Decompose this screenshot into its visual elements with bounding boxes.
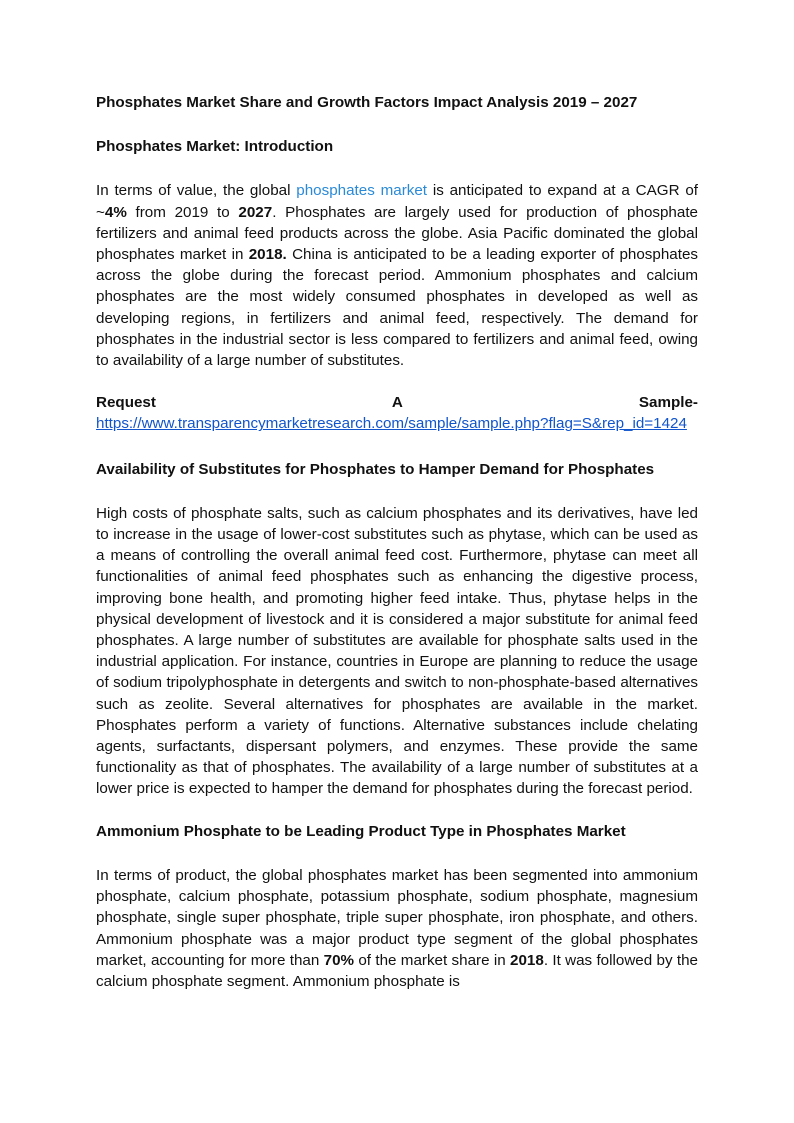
sample-word: Sample- — [638, 394, 698, 412]
substitutes-heading: Availability of Substitutes for Phosphates to Hamper Demand for Phosphates — [96, 460, 655, 478]
market-share-value: 70% — [323, 951, 355, 969]
a-word: A — [391, 394, 403, 412]
ammonium-text-c: . It was followed by the calcium phosphate segment. Ammonium phosphate is — [96, 951, 698, 990]
intro-heading: Phosphates Market: Introduction — [96, 138, 334, 156]
forecast-end-year: 2027 — [238, 203, 273, 221]
ammonium-text-b: of the market share in — [354, 951, 511, 969]
sample-request-url[interactable]: https://www.transparencymarketresearch.com/sample/sample.php?flag=S&rep_id=1424 — [96, 415, 687, 433]
request-sample-block — [96, 392, 698, 434]
share-year: 2018 — [510, 951, 544, 969]
request-word: Request — [96, 394, 156, 412]
intro-text-a: In terms of value, the global — [96, 182, 297, 200]
phosphates-market-link[interactable]: phosphates market — [296, 182, 428, 200]
ammonium-heading: Ammonium Phosphate to be Leading Product Type in Phosphates Market — [96, 822, 626, 840]
intro-text-b: is anticipated to expand at a CAGR of ~ — [96, 182, 699, 221]
intro-text-d: . Phosphates are largely used for production of phosphate fertilizers and animal feed products across the globe. Asia Pacific dominated the global phosphates market in — [96, 203, 698, 264]
intro-text-e: China is anticipated to be a leading exporter of phosphates across the globe during the forecast period. Ammonium phosphates and calcium phosphates are the most widely consumed phosphates in developed as well as developing regions, in fertilizers and animal feed, respectively. The demand for phosphates in the industrial sector is less compared to fertilizers and animal feed, owing to availability of a large number of substitutes. — [96, 246, 698, 370]
intro-text-c: from 2019 to — [126, 203, 239, 221]
substitutes-paragraph: High costs of phosphate salts, such as calcium phosphates and its derivatives, have led to increase in the usage of lower-cost substitutes such as phytase, which can be used as a means of controlling the overall animal feed cost. Furthermore, phytase can meet all functionalities of animal feed phosphates such as enhancing the digestive process, improving bone health, and promoting higher feed intake. Thus, phytase helps in the physical development of livestock and it is considered a major substitute for animal feed phosphates. A large number of substitutes are available for phosphate salts used in the industrial application. For instance, countries in Europe are planning to reduce the usage of sodium tripolyphosphate in detergents and switch to non-phosphate-based alternatives such as zeolite. Several alternatives for phosphates are available in the market. Phosphates perform a variety of functions. Alternative substances include chelating agents, surfactants, dispersant polymers, and enzymes. These provide the same functionality as that of phosphates. The availability of a large number of substitutes at a lower price is expected to hamper the demand for phosphates during the forecast period. — [96, 504, 698, 798]
document-title: Phosphates Market Share and Growth Factors Impact Analysis 2019 – 2027 — [96, 94, 638, 111]
ammonium-paragraph — [96, 865, 698, 992]
cagr-value: 4% — [104, 203, 127, 221]
intro-paragraph — [96, 180, 698, 371]
base-year: 2018. — [248, 246, 287, 264]
request-sample-label — [96, 392, 698, 413]
ammonium-text-a: In terms of product, the global phosphates market has been segmented into ammonium phosphate, calcium phosphate, potassium phosphate, sodium phosphate, magnesium phosphate, single super phosphate, triple super phosphate, iron phosphate, and others. Ammonium phosphate was a major product type segment of the global phosphates market, accounting for more than — [96, 866, 698, 969]
document-page — [96, 92, 698, 1013]
